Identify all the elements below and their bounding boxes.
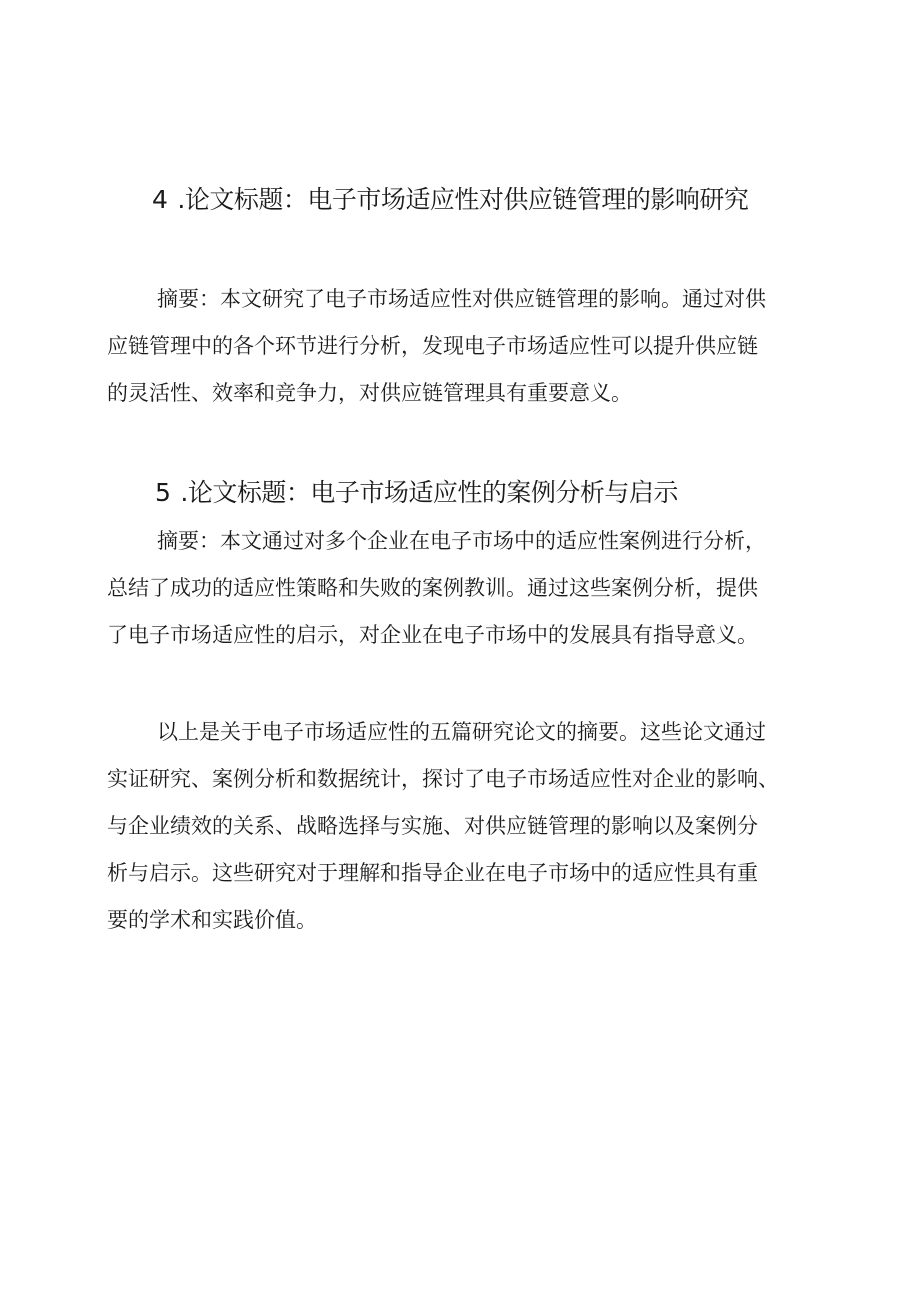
section-5-abstract-line-2: 总结了成功的适应性策略和失败的案例教训。通过这些案例分析，提供: [107, 576, 758, 600]
section-4-abstract-line-3: 的灵活性、效率和竞争力，对供应链管理具有重要意义。: [107, 381, 632, 405]
section-5-number: 5: [155, 478, 171, 507]
summary-line-4: 析与启示。这些研究对于理解和指导企业在电子市场中的适应性具有重: [107, 861, 758, 885]
section-5-abstract-line-1: 摘要：本文通过对多个企业在电子市场中的适应性案例进行分析，: [157, 529, 766, 553]
section-5-heading: [155, 473, 678, 509]
section-4-abstract-line-1: 摘要：本文研究了电子市场适应性对供应链管理的影响。通过对供: [157, 287, 766, 311]
section-4-title: .论文标题：电子市场适应性对供应链管理的影响研究: [177, 185, 749, 214]
summary-line-3: 与企业绩效的关系、战略选择与实施、对供应链管理的影响以及案例分: [107, 814, 758, 838]
section-4-heading: [152, 180, 748, 216]
section-5-abstract-line-3: 了电子市场适应性的启示，对企业在电子市场中的发展具有指导意义。: [107, 623, 758, 647]
section-4-abstract-line-2: 应链管理中的各个环节进行分析，发现电子市场适应性可以提升供应链: [107, 334, 758, 358]
section-4-number: 4: [152, 185, 168, 214]
summary-line-2: 实证研究、案例分析和数据统计，探讨了电子市场适应性对企业的影响、: [107, 767, 779, 791]
section-5-title: .论文标题：电子市场适应性的案例分析与启示: [180, 478, 678, 507]
summary-line-5: 要的学术和实践价值。: [107, 908, 317, 932]
summary-line-1: 以上是关于电子市场适应性的五篇研究论文的摘要。这些论文通过: [157, 720, 766, 744]
